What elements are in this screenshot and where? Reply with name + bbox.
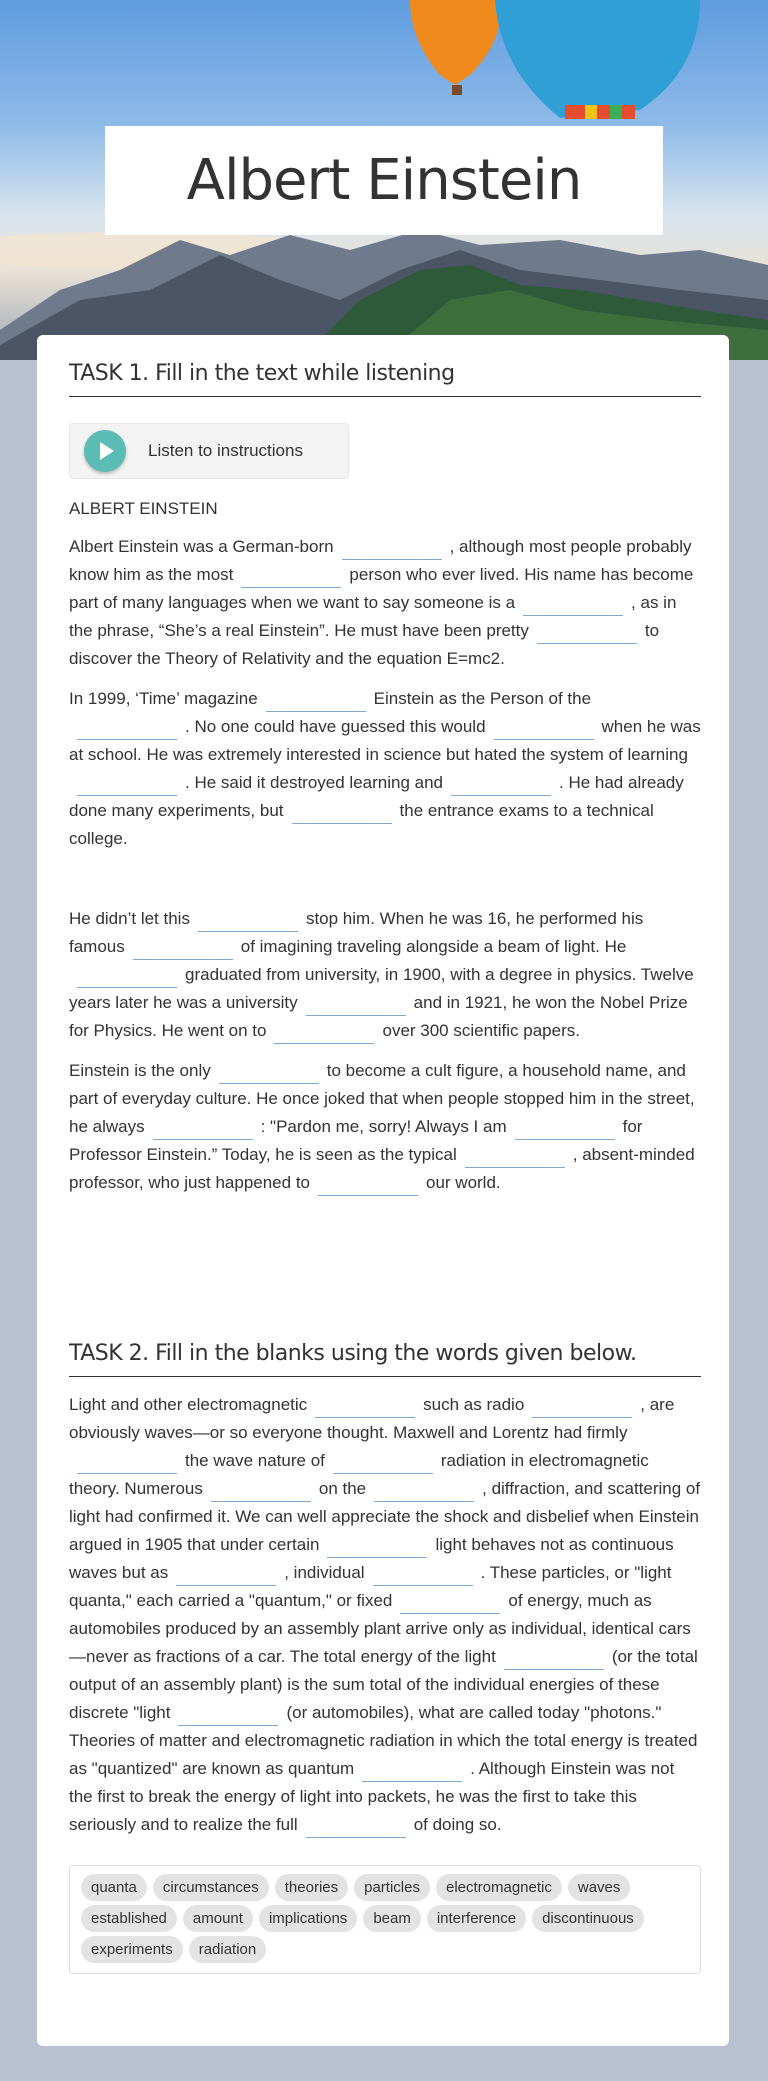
blank-input[interactable] [77,777,177,796]
listen-label: Listen to instructions [148,441,303,460]
blank-input[interactable] [523,597,623,616]
blank-input[interactable] [241,569,341,588]
paragraph-text: the entrance exams to a technical college. [69,801,654,848]
paragraph-text: to discover the Theory of Relativity and the equation E=mc2. [69,621,660,668]
paragraph-text: , are obviously waves—or so everyone thought. Maxwell and Lorentz had firmly [69,1395,675,1442]
paragraph-text: . He said it destroyed learning and [185,773,443,792]
paragraph-text: and in 1921, he won the Nobel Prize for Physics. He went on to [69,993,688,1040]
word-chip[interactable]: implications [259,1905,357,1932]
paragraph-text: for Professor Einstein.” Today, he is seen as the typical [69,1117,643,1164]
paragraph-text: . Although Einstein was not the first to break the energy of light into packets, he was the first to take this seriously and to realize the full [69,1759,675,1834]
paragraph-text: light behaves not as continuous waves but as [69,1535,674,1582]
paragraph-text: Einstein as the Person of the [373,689,592,708]
worksheet-card [37,335,729,2046]
paragraph-text: on the [318,1479,367,1498]
blank-input[interactable] [327,1539,427,1558]
task1-heading: TASK 1. Fill in the text while listening [69,361,701,397]
paragraph-text: graduated from university, in 1900, with a degree in physics. Twelve years later he was a university [69,965,694,1012]
blank-input[interactable] [333,1455,433,1474]
paragraph-text: . No one could have guessed this would [185,717,486,736]
blank-input[interactable] [342,541,442,560]
paragraph-text: of imagining traveling alongside a beam of light. He [240,937,627,956]
task1-section [69,361,701,1197]
task2-section [69,1341,701,1974]
word-chip[interactable]: beam [363,1905,421,1932]
word-chip[interactable]: particles [354,1874,430,1901]
paragraph-text: . These particles, or "light quanta," each carried a "quantum," or fixed [69,1563,672,1610]
word-chip[interactable]: radiation [189,1936,267,1963]
blank-input[interactable] [515,1121,615,1140]
blank-input[interactable] [176,1567,276,1586]
paragraph-text: He didn’t let this [69,909,190,928]
blank-input[interactable] [306,1819,406,1838]
paragraph-text: over 300 scientific papers. [382,1021,580,1040]
paragraph-text: , although most people probably know him as the most [69,537,692,584]
paragraph-text: , absent-minded professor, who just happened to [69,1145,695,1192]
paragraph-text: (or the total output of an assembly plant) is the sum total of the individual energies of these discrete "light [69,1647,698,1722]
paragraph [69,1391,701,1839]
paragraph-text: , diffraction, and scattering of light had confirmed it. We can well appreciate the shock and disbelief when Einstein argued in 1905 that under certain [69,1479,701,1554]
word-chip[interactable]: established [81,1905,177,1932]
word-chip[interactable]: discontinuous [532,1905,644,1932]
listen-instructions-button[interactable] [69,423,349,479]
blank-input[interactable] [537,625,637,644]
paragraph-text: the wave nature of [185,1451,325,1470]
blank-input[interactable] [133,941,233,960]
word-chip[interactable]: circumstances [153,1874,269,1901]
paragraph [69,905,701,1045]
blank-input[interactable] [494,721,594,740]
paragraph-text: Einstein is the only [69,1061,211,1080]
blank-input[interactable] [266,693,366,712]
blank-input[interactable] [77,969,177,988]
blank-input[interactable] [315,1399,415,1418]
blank-input[interactable] [318,1177,418,1196]
blank-input[interactable] [178,1707,278,1726]
blank-input[interactable] [211,1483,311,1502]
word-chip[interactable]: amount [183,1905,253,1932]
word-chip[interactable]: theories [275,1874,348,1901]
paragraph-text: of energy, much as automobiles produced by an assembly plant arrive only as individual, identical cars—never as fractions of a car. The total energy of the light [69,1591,691,1666]
paragraph-text: our world. [426,1173,501,1192]
paragraph-text: , as in the phrase, “She’s a real Einstein”. He must have been pretty [69,593,677,640]
blank-input[interactable] [219,1065,319,1084]
paragraph-text: . He had already done many experiments, but [69,773,684,820]
blank-input[interactable] [451,777,551,796]
task1-text [69,533,701,1197]
blank-input[interactable] [77,721,177,740]
word-bank [69,1865,701,1974]
blank-input[interactable] [274,1025,374,1044]
blank-input[interactable] [504,1651,604,1670]
paragraph-text: , individual [284,1563,365,1582]
paragraph-text: : "Pardon me, sorry! Always I am [260,1117,507,1136]
blank-input[interactable] [465,1149,565,1168]
task2-heading: TASK 2. Fill in the blanks using the words given below. [69,1341,701,1377]
blank-input[interactable] [198,913,298,932]
blank-input[interactable] [77,1455,177,1474]
title-box [105,126,663,235]
word-chip[interactable]: experiments [81,1936,183,1963]
paragraph-text: such as radio [423,1395,525,1414]
paragraph [69,685,701,853]
paragraph-text: person who ever lived. His name has become part of many languages when we want to say someone is a [69,565,694,612]
paragraph-text: (or automobiles), what are called today "photons." Theories of matter and electromagnetic radiation in which the total energy is treated as "quantized" are known as quantum [69,1703,698,1778]
blank-input[interactable] [532,1399,632,1418]
blank-input[interactable] [400,1595,500,1614]
paragraph-text: radiation in electromagnetic theory. Numerous [69,1451,649,1498]
word-chip[interactable]: interference [427,1905,526,1932]
blank-input[interactable] [153,1121,253,1140]
header-image [0,0,768,360]
blank-input[interactable] [292,805,392,824]
paragraph-text: Albert Einstein was a German-born [69,537,334,556]
task2-text [69,1391,701,1839]
blank-input[interactable] [374,1483,474,1502]
paragraph-text: stop him. When he was 16, he performed his famous [69,909,644,956]
paragraph-text: of doing so. [413,1815,502,1834]
blank-input[interactable] [373,1567,473,1586]
paragraph-text: when he was at school. He was extremely interested in science but hated the system of learning [69,717,701,764]
word-chip[interactable]: quanta [81,1874,147,1901]
paragraph [69,533,701,673]
paragraph-text: In 1999, ‘Time’ magazine [69,689,258,708]
word-chip[interactable]: electromagnetic [436,1874,562,1901]
page-title: Albert Einstein [186,148,582,213]
word-chip[interactable]: waves [568,1874,631,1901]
blank-input[interactable] [362,1763,462,1782]
text-subtitle: ALBERT EINSTEIN [69,499,218,518]
paragraph-text: to become a cult figure, a household name, and part of everyday culture. He once joked that when people stopped him in the street, he always [69,1061,695,1136]
paragraph-text: Light and other electromagnetic [69,1395,308,1414]
play-icon [84,430,126,472]
blank-input[interactable] [306,997,406,1016]
paragraph [69,1057,701,1197]
